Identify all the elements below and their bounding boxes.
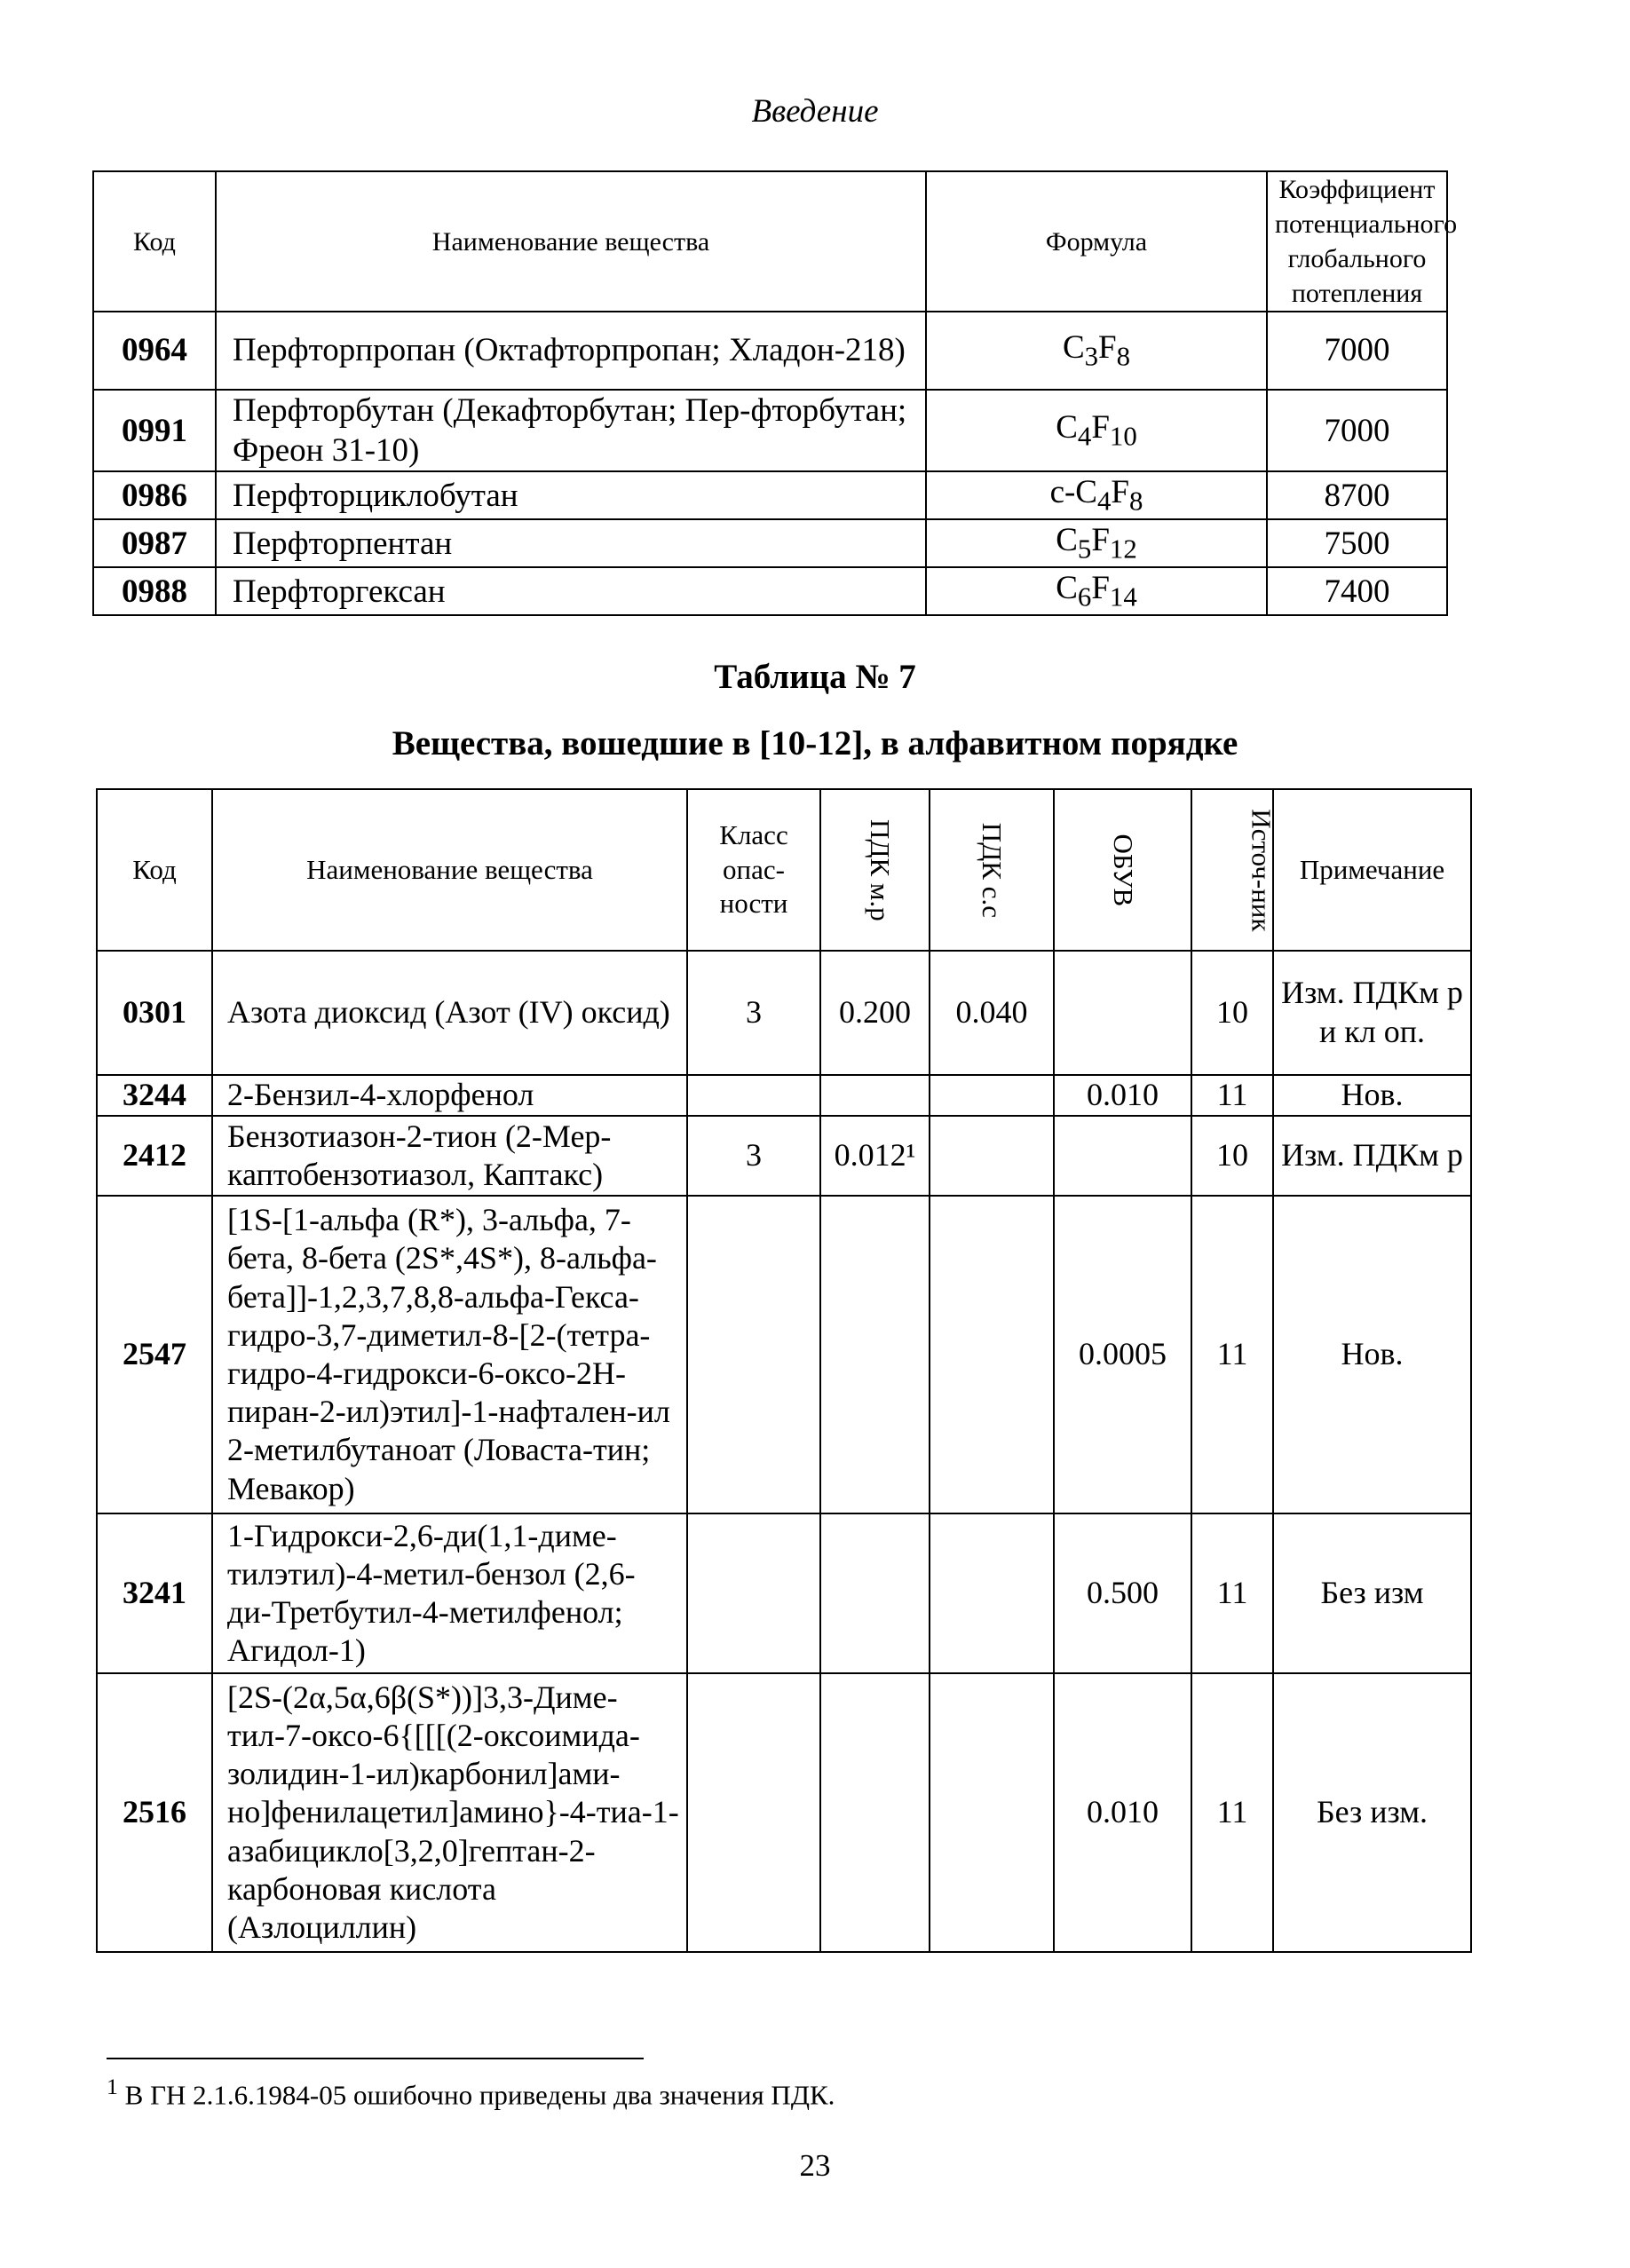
cell-pdk-mr (820, 1513, 930, 1673)
cell-pdk-mr (820, 1075, 930, 1116)
cell-pdk-ss (930, 1673, 1054, 1952)
cell-source: 11 (1191, 1513, 1273, 1673)
cell-gwp: 7000 (1267, 312, 1447, 390)
cell-formula: $c-C_4F_8$ (926, 471, 1267, 519)
table-row (97, 1513, 1471, 1673)
cell-obuv: 0.010 (1054, 1673, 1191, 1952)
cell-code: 0991 (93, 390, 216, 471)
cell-formula: $C_5F_{12}$ (926, 519, 1267, 567)
cell-obuv (1054, 1116, 1191, 1196)
cell-source: 11 (1191, 1075, 1273, 1116)
header-obuv: ОБУВ (1054, 789, 1191, 951)
cell-name: Бензотиазон-2-тион (2-Мер-каптобензотиазол, Каптакс) (212, 1116, 687, 1196)
footnote-divider (107, 2058, 644, 2059)
cell-name: Перфторциклобутан (216, 471, 926, 519)
cell-name: Перфторпентан (216, 519, 926, 567)
header-pdk-mr: ПДК м.р (820, 789, 930, 951)
header-formula: Формула (926, 171, 1267, 312)
cell-note: Нов. (1273, 1075, 1471, 1116)
cell-class (687, 1075, 820, 1116)
header-note: Примечание (1273, 789, 1471, 951)
cell-class: 3 (687, 951, 820, 1075)
table-row (93, 312, 1447, 390)
cell-formula: $C_6F_{14}$ (926, 567, 1267, 615)
table-caption: Таблица № 7 (714, 658, 916, 696)
table-header-row (97, 789, 1471, 951)
cell-class (687, 1196, 820, 1513)
cell-pdk-mr: 0.200 (820, 951, 930, 1075)
cell-gwp: 7000 (1267, 390, 1447, 471)
cell-code: 2412 (97, 1116, 212, 1196)
table-row (97, 951, 1471, 1075)
cell-note: Изм. ПДКм р и кл оп. (1273, 951, 1471, 1075)
cell-formula: $C_4F_{10}$ (926, 390, 1267, 471)
table-row (97, 1196, 1471, 1513)
header-name: Наименование вещества (216, 171, 926, 312)
cell-name: 2-Бензил-4-хлорфенол (212, 1075, 687, 1116)
cell-code: 0987 (93, 519, 216, 567)
cell-formula: $C_3F_8$ (926, 312, 1267, 390)
table-row (97, 1075, 1471, 1116)
table-title: Вещества, вошедшие в [10-12], в алфавитном порядке (392, 724, 1238, 763)
cell-pdk-ss (930, 1116, 1054, 1196)
header-class: Класс опас-ности (687, 789, 820, 951)
cell-name: Перфторбутан (Декафторбутан; Пер-фторбутан; Фреон 31-10) (216, 390, 926, 471)
cell-code: 3244 (97, 1075, 212, 1116)
page-number: 23 (799, 2148, 831, 2183)
cell-code: 2516 (97, 1673, 212, 1952)
cell-pdk-ss (930, 1075, 1054, 1116)
cell-name: 1-Гидрокси-2,6-ди(1,1-диме-тилэтил)-4-метил-бензол (2,6-ди-Третбутил-4-метилфенол; Агидол-1) (212, 1513, 687, 1673)
table-row (93, 567, 1447, 615)
cell-source: 10 (1191, 1116, 1273, 1196)
header-name: Наименование вещества (212, 789, 687, 951)
cell-code: 2547 (97, 1196, 212, 1513)
cell-pdk-ss (930, 1196, 1054, 1513)
cell-gwp: 8700 (1267, 471, 1447, 519)
cell-name: Азота диоксид (Азот (IV) оксид) (212, 951, 687, 1075)
cell-pdk-ss: 0.040 (930, 951, 1054, 1075)
cell-name: [1S-[1-альфа (R*), 3-альфа, 7-бета, 8-бета (2S*,4S*), 8-альфа-бета]]-1,2,3,7,8,8-альфа-Гекса-гидро-3,7-диметил-8-[2-(тетра-гидро-4-гидрокси-6-оксо-2H-пиран-2-ил)этил]-1-нафтален-ил 2-метилбутаноат (Ловаста-тин; Мевакор) (212, 1196, 687, 1513)
cell-gwp: 7400 (1267, 567, 1447, 615)
table-row (93, 390, 1447, 471)
cell-class (687, 1513, 820, 1673)
cell-code: 0301 (97, 951, 212, 1075)
cell-source: 11 (1191, 1673, 1273, 1952)
header-source: Источ-ник (1191, 789, 1273, 951)
header-code: Код (93, 171, 216, 312)
cell-name: Перфторпропан (Октафторпропан; Хладон-218) (216, 312, 926, 390)
cell-name: Перфторгексан (216, 567, 926, 615)
cell-class (687, 1673, 820, 1952)
cell-pdk-mr (820, 1196, 930, 1513)
table-row (97, 1673, 1471, 1952)
table-gwp (92, 170, 1458, 616)
cell-obuv: 0.500 (1054, 1513, 1191, 1673)
cell-code: 0988 (93, 567, 216, 615)
cell-note: Нов. (1273, 1196, 1471, 1513)
header-code: Код (97, 789, 212, 951)
cell-note: Без изм (1273, 1513, 1471, 1673)
cell-obuv: 0.010 (1054, 1075, 1191, 1116)
cell-code: 0986 (93, 471, 216, 519)
cell-class: 3 (687, 1116, 820, 1196)
cell-source: 11 (1191, 1196, 1273, 1513)
cell-obuv: 0.0005 (1054, 1196, 1191, 1513)
cell-code: 0964 (93, 312, 216, 390)
cell-pdk-mr (820, 1673, 930, 1952)
footnote (107, 2074, 835, 2111)
table-row (93, 519, 1447, 567)
table-substances (96, 788, 1472, 1953)
cell-pdk-ss (930, 1513, 1054, 1673)
cell-code: 3241 (97, 1513, 212, 1673)
table-row (97, 1116, 1471, 1196)
header-gwp: Коэффициент потенциального глобального потепления (1267, 171, 1447, 312)
cell-pdk-mr: 0.012¹ (820, 1116, 930, 1196)
cell-note: Изм. ПДКм р (1273, 1116, 1471, 1196)
cell-gwp: 7500 (1267, 519, 1447, 567)
cell-obuv (1054, 951, 1191, 1075)
table-row (93, 471, 1447, 519)
footnote-mark: 1 (107, 2074, 118, 2099)
cell-note: Без изм. (1273, 1673, 1471, 1952)
table-header-row (93, 171, 1447, 312)
cell-name: [2S-(2α,5α,6β(S*))]3,3-Диме-тил-7-оксо-6{[[[(2-оксоимида-золидин-1-ил)карбонил]ами-но]фенилацетил]амино}-4-тиа-1-азабицикло[3,2,0]гептан-2-карбоновая кислота (Азлоциллин) (212, 1673, 687, 1952)
cell-source: 10 (1191, 951, 1273, 1075)
header-pdk-ss: ПДК с.с (930, 789, 1054, 951)
page-header: Введение (751, 93, 879, 130)
footnote-text: В ГН 2.1.6.1984-05 ошибочно приведены два значения ПДК. (124, 2079, 835, 2111)
